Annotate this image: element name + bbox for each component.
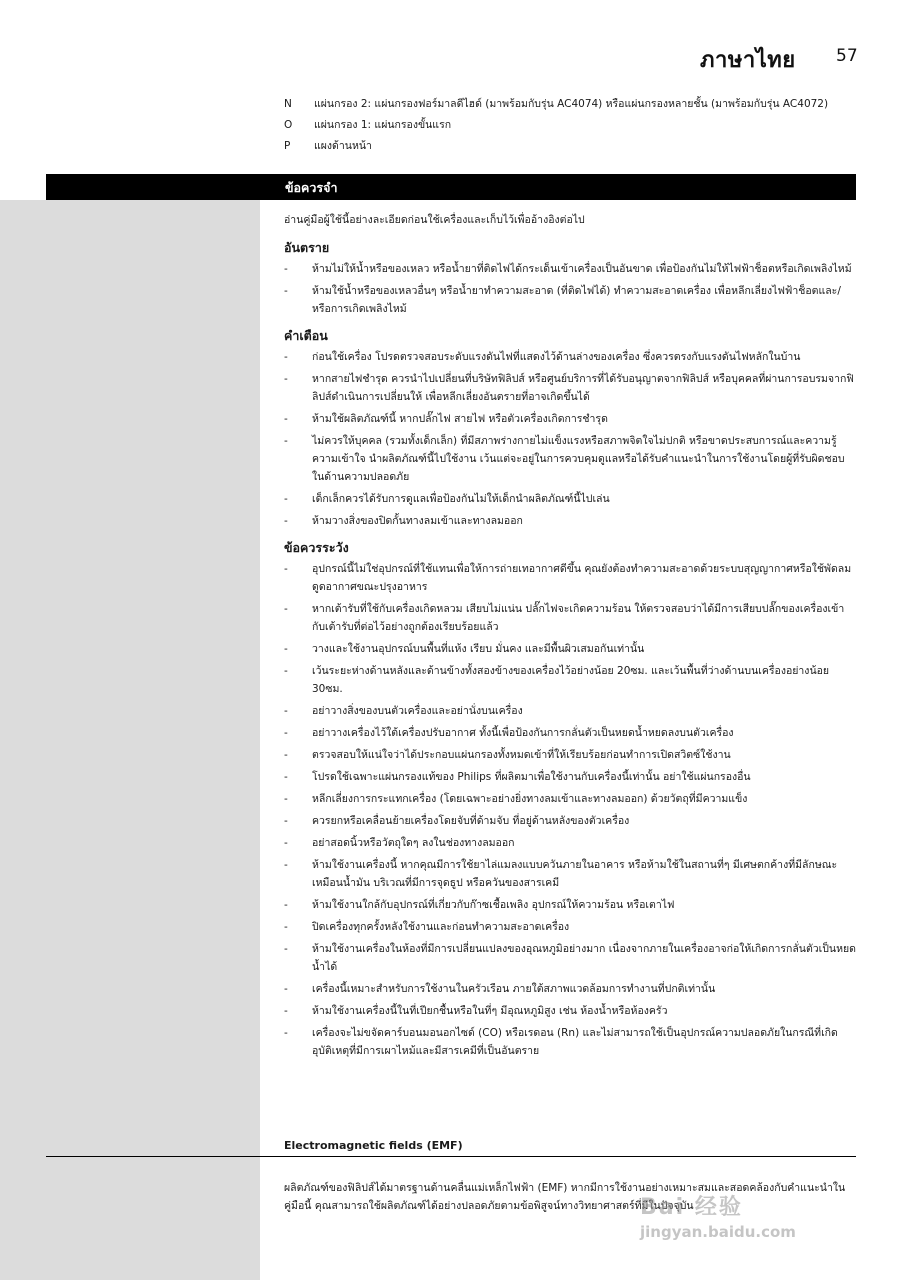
intro-paragraph: อ่านคู่มือผู้ใช้นี้อย่างละเอียดก่อนใช้เครื่องและเก็บไว้เพื่ออ้างอิงต่อไป	[284, 214, 585, 226]
list-item: - อุปกรณ์นี้ไม่ใช่อุปกรณ์ที่ใช้แทนเพื่อให้การถ่ายเทอากาศดีขึ้น คุณยังต้องทำความสะอาดด้วยระบบสุญญากาศหรือใช้พัดลมดูดอากาศขณะปรุงอาหาร	[284, 560, 856, 596]
part-letter: P	[284, 140, 291, 152]
list-item: - ควรยกหรือเคลื่อนย้ายเครื่องโดยจับที่ด้ามจับ ที่อยู่ด้านหลังของตัวเครื่อง	[284, 812, 856, 830]
list-item: - ห้ามไม่ให้น้ำหรือของเหลว หรือน้ำยาที่ติดไฟได้กระเด็นเข้าเครื่องเป็นอันขาด เพื่อป้องกันไม่ให้ไฟฟ้าช็อตหรือเกิดเพลิงไหม้	[284, 260, 856, 278]
list-item: - ห้ามวางสิ่งของปิดกั้นทางลมเข้าและทางลมออก	[284, 512, 856, 530]
section-title-important: ข้อควรจำ	[285, 180, 338, 195]
watermark	[640, 1190, 796, 1241]
watermark-url: jingyan.baidu.com	[640, 1223, 796, 1241]
list-item: - เด็กเล็กควรได้รับการดูแลเพื่อป้องกันไม่ให้เด็กนำผลิตภัณฑ์นี้ไปเล่น	[284, 490, 856, 508]
list-item: - ห้ามใช้งานเครื่องในห้องที่มีการเปลี่ยนแปลงของอุณหภูมิอย่างมาก เนื่องจากภายในเครื่องอาจก่อให้เกิดการกลั่นตัวเป็นหยดน้ำได้	[284, 940, 856, 976]
danger-heading: อันตราย	[284, 240, 330, 255]
page-number: 57	[836, 46, 858, 66]
list-item: - หลีกเลี่ยงการกระแทกเครื่อง (โดยเฉพาะอย่างยิ่งทางลมเข้าและทางลมออก) ด้วยวัตถุที่มีความแข็ง	[284, 790, 856, 808]
warning-list	[284, 348, 856, 530]
list-item: - อย่าวางเครื่องไว้ใต้เครื่องปรับอากาศ ทั้งนี้เพื่อป้องกันการกลั่นตัวเป็นหยดน้ำหยดลงบนตัวเครื่อง	[284, 724, 856, 742]
part-text: แผงด้านหน้า	[314, 140, 372, 152]
gray-sidebar	[0, 200, 260, 1280]
list-item: - ปิดเครื่องทุกครั้งหลังใช้งานและก่อนทำความสะอาดเครื่อง	[284, 918, 856, 936]
list-item: - หากสายไฟชำรุด ควรนำไปเปลี่ยนที่บริษัทฟิลิปส์ หรือศูนย์บริการที่ได้รับอนุญาตจากฟิลิปส์ หรือบุคคลที่ผ่านการอบรมจากฟิลิปส์ดำเนินการเปลี่ยนให้ เพื่อหลีกเลี่ยงอันตรายที่อาจเกิดขึ้นได้	[284, 370, 856, 406]
part-item-o	[284, 115, 864, 136]
list-item: - ก่อนใช้เครื่อง โปรดตรวจสอบระดับแรงดันไฟที่แสดงไว้ด้านล่างของเครื่อง ซึ่งควรตรงกับแรงดันไฟหลักในบ้าน	[284, 348, 856, 366]
caution-list	[284, 560, 856, 1060]
list-item: - ไม่ควรให้บุคคล (รวมทั้งเด็กเล็ก) ที่มีสภาพร่างกายไม่แข็งแรงหรือสภาพจิตใจไม่ปกติ หรือขาดประสบการณ์และความรู้ความเข้าใจ นำผลิตภัณฑ์นี้ไปใช้งาน เว้นแต่จะอยู่ในการควบคุมดูแลหรือได้รับคำแนะนำในการใช้งานโดยผู้ที่รับผิดชอบในด้านความปลอดภัย	[284, 432, 856, 486]
language-title: ภาษาไทย	[700, 48, 796, 73]
watermark-brand: Bai 经验	[640, 1195, 743, 1220]
list-item: - เครื่องนี้เหมาะสำหรับการใช้งานในครัวเรือน ภายใต้สภาพแวดล้อมการทำงานที่ปกติเท่านั้น	[284, 980, 856, 998]
list-item: - ห้ามใช้งานเครื่องนี้ หากคุณมีการใช้ยาไล่แมลงแบบควันภายในอาคาร หรือห้ามใช้ในสถานที่ๆ มีเศษตกค้างที่มีลักษณะเหมือนน้ำมัน บริเวณที่มีการจุดธูป หรือควันของสารเคมี	[284, 856, 856, 892]
list-item: - วางและใช้งานอุปกรณ์บนพื้นที่แห้ง เรียบ มั่นคง และมีพื้นผิวเสมอกันเท่านั้น	[284, 640, 856, 658]
emf-heading: Electromagnetic fields (EMF)	[284, 1139, 463, 1152]
part-text: แผ่นกรอง 1: แผ่นกรองขั้นแรก	[314, 119, 452, 131]
part-letter: O	[284, 119, 293, 131]
emf-paragraph: ผลิตภัณฑ์ของฟิลิปส์ได้มาตรฐานด้านคลื่นแม่เหล็กไฟฟ้า (EMF) หากมีการใช้งานอย่างเหมาะสมและสอดคล้องกับคำแนะนำในคู่มือนี้ คุณสามารถใช้ผลิตภัณฑ์ได้อย่างปลอดภัยตามข้อพิสูจน์ทางวิทยาศาสตร์ที่มีในปัจจุบัน	[284, 1181, 846, 1212]
part-letter: N	[284, 98, 292, 110]
danger-list	[284, 260, 856, 318]
caution-heading: ข้อควรระวัง	[284, 540, 349, 555]
list-item: - อย่าสอดนิ้วหรือวัตถุใดๆ ลงในช่องทางลมออก	[284, 834, 856, 852]
part-item-p	[284, 136, 864, 157]
list-item: - ห้ามใช้งานใกล้กับอุปกรณ์ที่เกี่ยวกับก๊าซเชื้อเพลิง อุปกรณ์ให้ความร้อน หรือเตาไฟ	[284, 896, 856, 914]
list-item: - เว้นระยะห่างด้านหลังและด้านข้างทั้งสองข้างของเครื่องไว้อย่างน้อย 20ซม. และเว้นพื้นที่ว่างด้านบนเครื่องอย่างน้อย 30ซม.	[284, 662, 856, 698]
section-divider	[46, 1156, 856, 1157]
list-item: - หากเต้ารับที่ใช้กับเครื่องเกิดหลวม เสียบไม่แน่น ปลั๊กไฟจะเกิดความร้อน ให้ตรวจสอบว่าได้มีการเสียบปลั๊กของเครื่องเข้ากับเต้ารับที่ต่อไว้อย่างถูกต้องเรียบร้อยแล้ว	[284, 600, 856, 636]
parts-list	[284, 94, 864, 157]
list-item: - โปรดใช้เฉพาะแผ่นกรองแท้ของ Philips ที่ผลิตมาเพื่อใช้งานกับเครื่องนี้เท่านั้น อย่าใช้แผ่นกรองอื่น	[284, 768, 856, 786]
list-item: - ห้ามใช้งานเครื่องนี้ในที่เปียกชื้นหรือในที่ๆ มีอุณหภูมิสูง เช่น ห้องน้ำหรือห้องครัว	[284, 1002, 856, 1020]
list-item: - อย่าวางสิ่งของบนตัวเครื่องและอย่านั่งบนเครื่อง	[284, 702, 856, 720]
list-item: - ห้ามใช้น้ำหรือของเหลวอื่นๆ หรือน้ำยาทำความสะอาด (ที่ติดไฟได้) ทำความสะอาดเครื่อง เพื่อหลีกเลี่ยงไฟฟ้าช็อตและ/หรือการเกิดเพลิงไหม้	[284, 282, 856, 318]
list-item: - ตรวจสอบให้แน่ใจว่าได้ประกอบแผ่นกรองทั้งหมดเข้าที่ให้เรียบร้อยก่อนทำการเปิดสวิตซ์ใช้งาน	[284, 746, 856, 764]
part-text: แผ่นกรอง 2: แผ่นกรองฟอร์มาลดีไฮด์ (มาพร้อมกับรุ่น AC4074) หรือแผ่นกรองหลายชั้น (มาพร้อมกับรุ่น AC4072)	[314, 98, 829, 110]
warning-heading: คำเตือน	[284, 328, 328, 343]
part-item-n	[284, 94, 864, 115]
section-header-bar	[46, 174, 856, 200]
main-content	[284, 211, 856, 1069]
list-item: - ห้ามใช้ผลิตภัณฑ์นี้ หากปลั๊กไฟ สายไฟ หรือตัวเครื่องเกิดการชำรุด	[284, 410, 856, 428]
list-item: - เครื่องจะไม่ขจัดคาร์บอนมอนอกไซด์ (CO) หรือเรดอน (Rn) และไม่สามารถใช้เป็นอุปกรณ์ความปลอดภัยในกรณีที่เกิดอุบัติเหตุที่มีการเผาไหม้และมีสารเคมีที่เป็นอันตราย	[284, 1024, 856, 1060]
